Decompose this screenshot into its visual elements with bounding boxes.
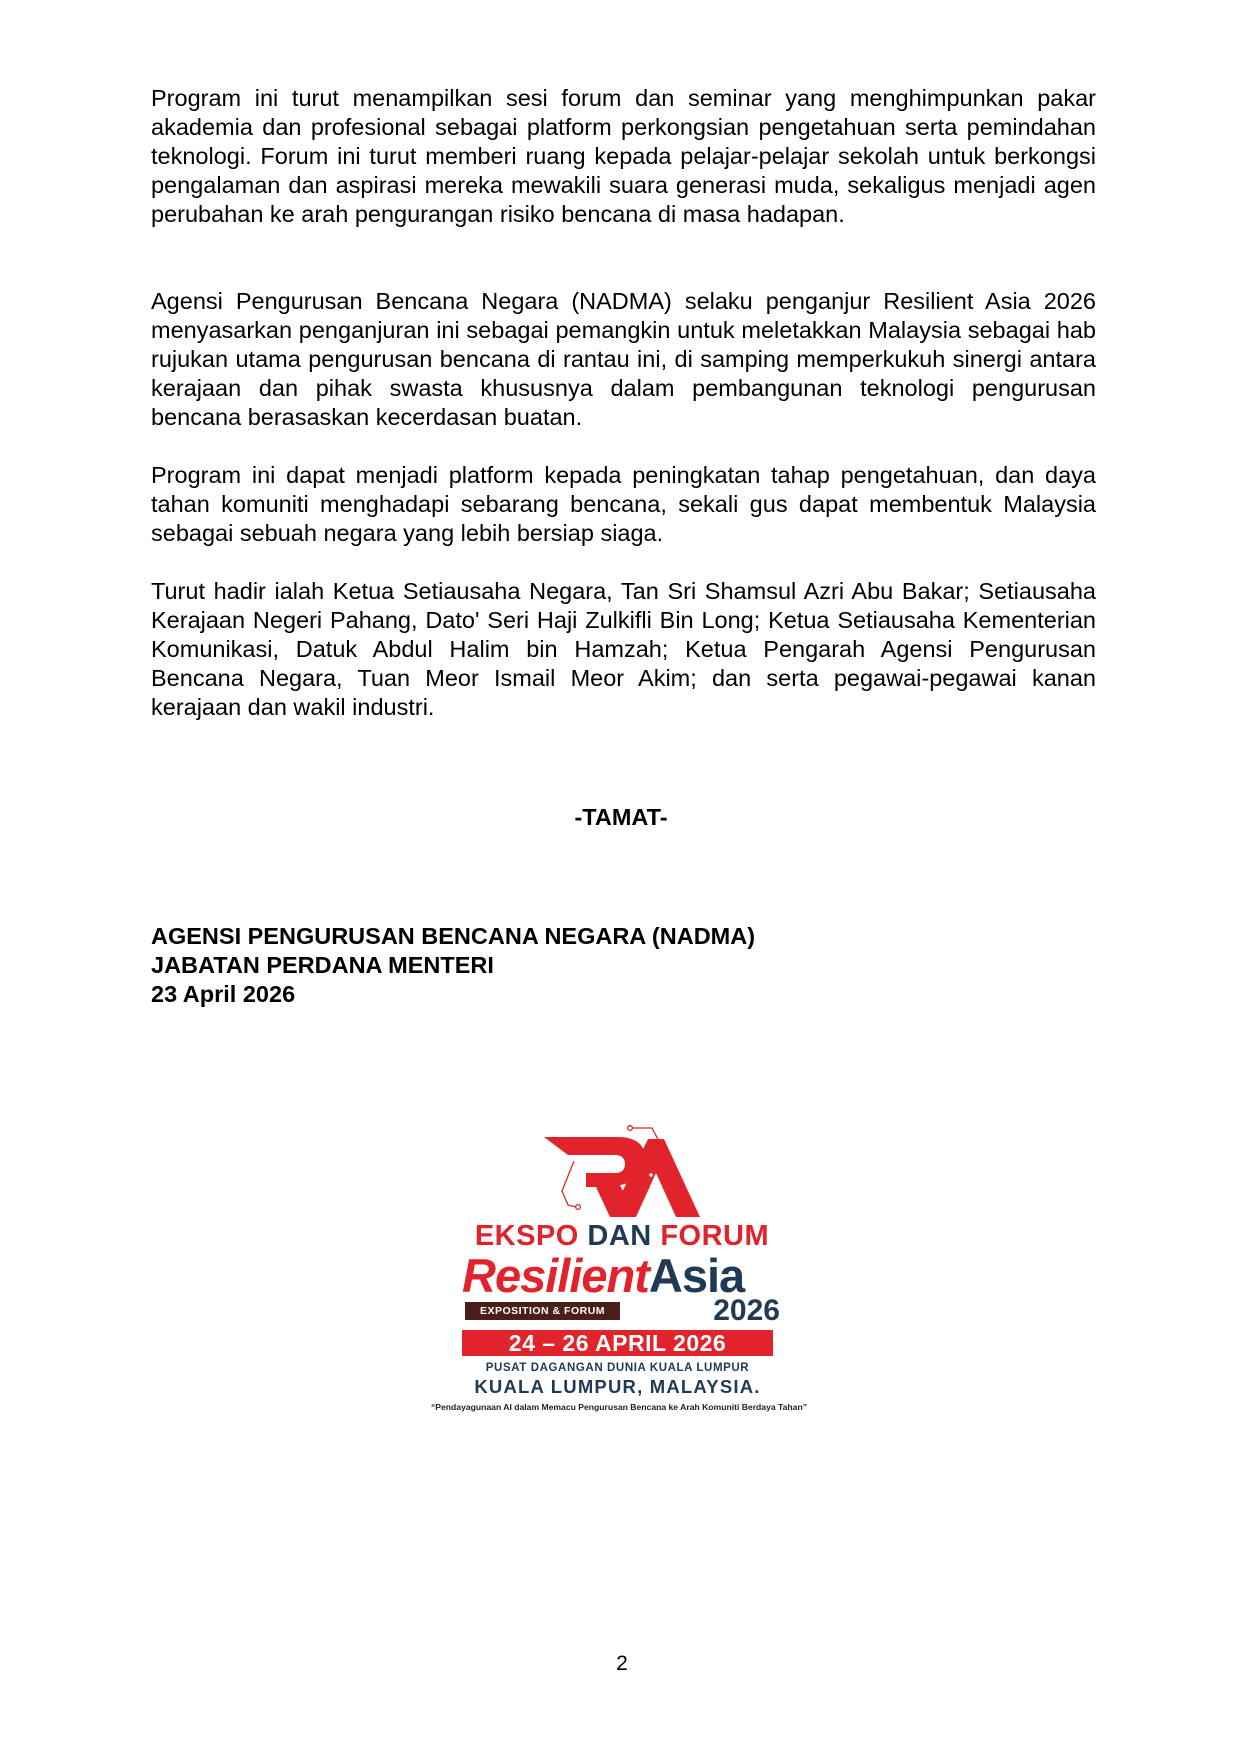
signoff-date: 23 April 2026: [151, 981, 296, 1007]
logo-resilient: Resilient: [462, 1249, 649, 1302]
logo-city: KUALA LUMPUR, MALAYSIA.: [474, 1376, 761, 1397]
end-marker: [0, 803, 1242, 832]
signoff-block: [151, 922, 755, 1009]
page-number-text: 2: [616, 1652, 628, 1675]
page-number: [0, 1652, 1242, 1676]
logo-event-dates: 24 – 26 APRIL 2026: [462, 1330, 773, 1356]
paragraph-attendees: Turut hadir ialah Ketua Setiausaha Negara, Tan Sri Shamsul Azri Abu Bakar; Setiausaha Kerajaan Negeri Pahang, Dato' Seri Haji Zulkifli Bin Long; Ketua Setiausaha Kementerian Komunikasi, Datuk Abdul Halim bin Hamzah; Ketua Pengarah Agensi Pengurusan Bencana Negara, Tuan Meor Ismail Meor Akim; dan serta pegawai-pegawai kanan kerajaan dan wakil industri.: [151, 578, 1096, 720]
logo-ekspo-dan-forum: [462, 1219, 782, 1253]
logo-tagline: “Pendayagunaan AI dalam Memacu Pengurusan Bencana ke Arah Komuniti Berdaya Tahan”: [431, 1402, 807, 1412]
paragraph-community-resilience: Program ini dapat menjadi platform kepada peningkatan tahap pengetahuan, dan daya tahan komuniti menghadapi sebarang bencana, sekali gus dapat membentuk Malaysia sebagai sebuah negara yang lebih bersiap siaga.: [151, 462, 1096, 546]
paragraph-forum-seminar: Program ini turut menampilkan sesi forum dan seminar yang menghimpunkan pakar akademia dan profesional sebagai platform perkongsian pengetahuan serta pemindahan teknologi. Forum ini turut memberi ruang kepada pelajar-pelajar sekolah untuk berkongsi pengalaman dan aspirasi mereka mewakili suara generasi muda, sekaligus menjadi agen perubahan ke arah pengurangan risiko bencana di masa hadapan.: [151, 85, 1096, 227]
signoff-department: JABATAN PERDANA MENTERI: [151, 952, 494, 978]
logo-venue: PUSAT DAGANGAN DUNIA KUALA LUMPUR: [485, 1362, 750, 1374]
signoff-organization: AGENSI PENGURUSAN BENCANA NEGARA (NADMA): [151, 923, 756, 949]
resilient-asia-logo: [431, 1125, 807, 1425]
logo-asia: Asia: [648, 1249, 745, 1302]
logo-dan: DAN: [587, 1220, 652, 1252]
paragraph-nadma-organizer: Agensi Pengurusan Bencana Negara (NADMA) selaku penganjur Resilient Asia 2026 menyasarkan penganjuran ini sebagai pemangkin untuk meletakkan Malaysia sebagai hab rujukan utama pengurusan bencana di rantau ini, di samping memperkukuh sinergi antara kerajaan dan pihak swasta khususnya dalam pembangunan teknologi pengurusan bencana berasaskan kecerdasan buatan.: [151, 288, 1096, 430]
logo-year: 2026: [713, 1294, 780, 1327]
logo-forum: FORUM: [660, 1220, 770, 1252]
logo-ekspo: EKSPO: [474, 1220, 579, 1252]
end-marker-text: -TAMAT-: [574, 804, 668, 830]
logo-exposition-badge: EXPOSITION & FORUM: [465, 1302, 620, 1320]
ra-monogram-icon: [540, 1125, 700, 1223]
